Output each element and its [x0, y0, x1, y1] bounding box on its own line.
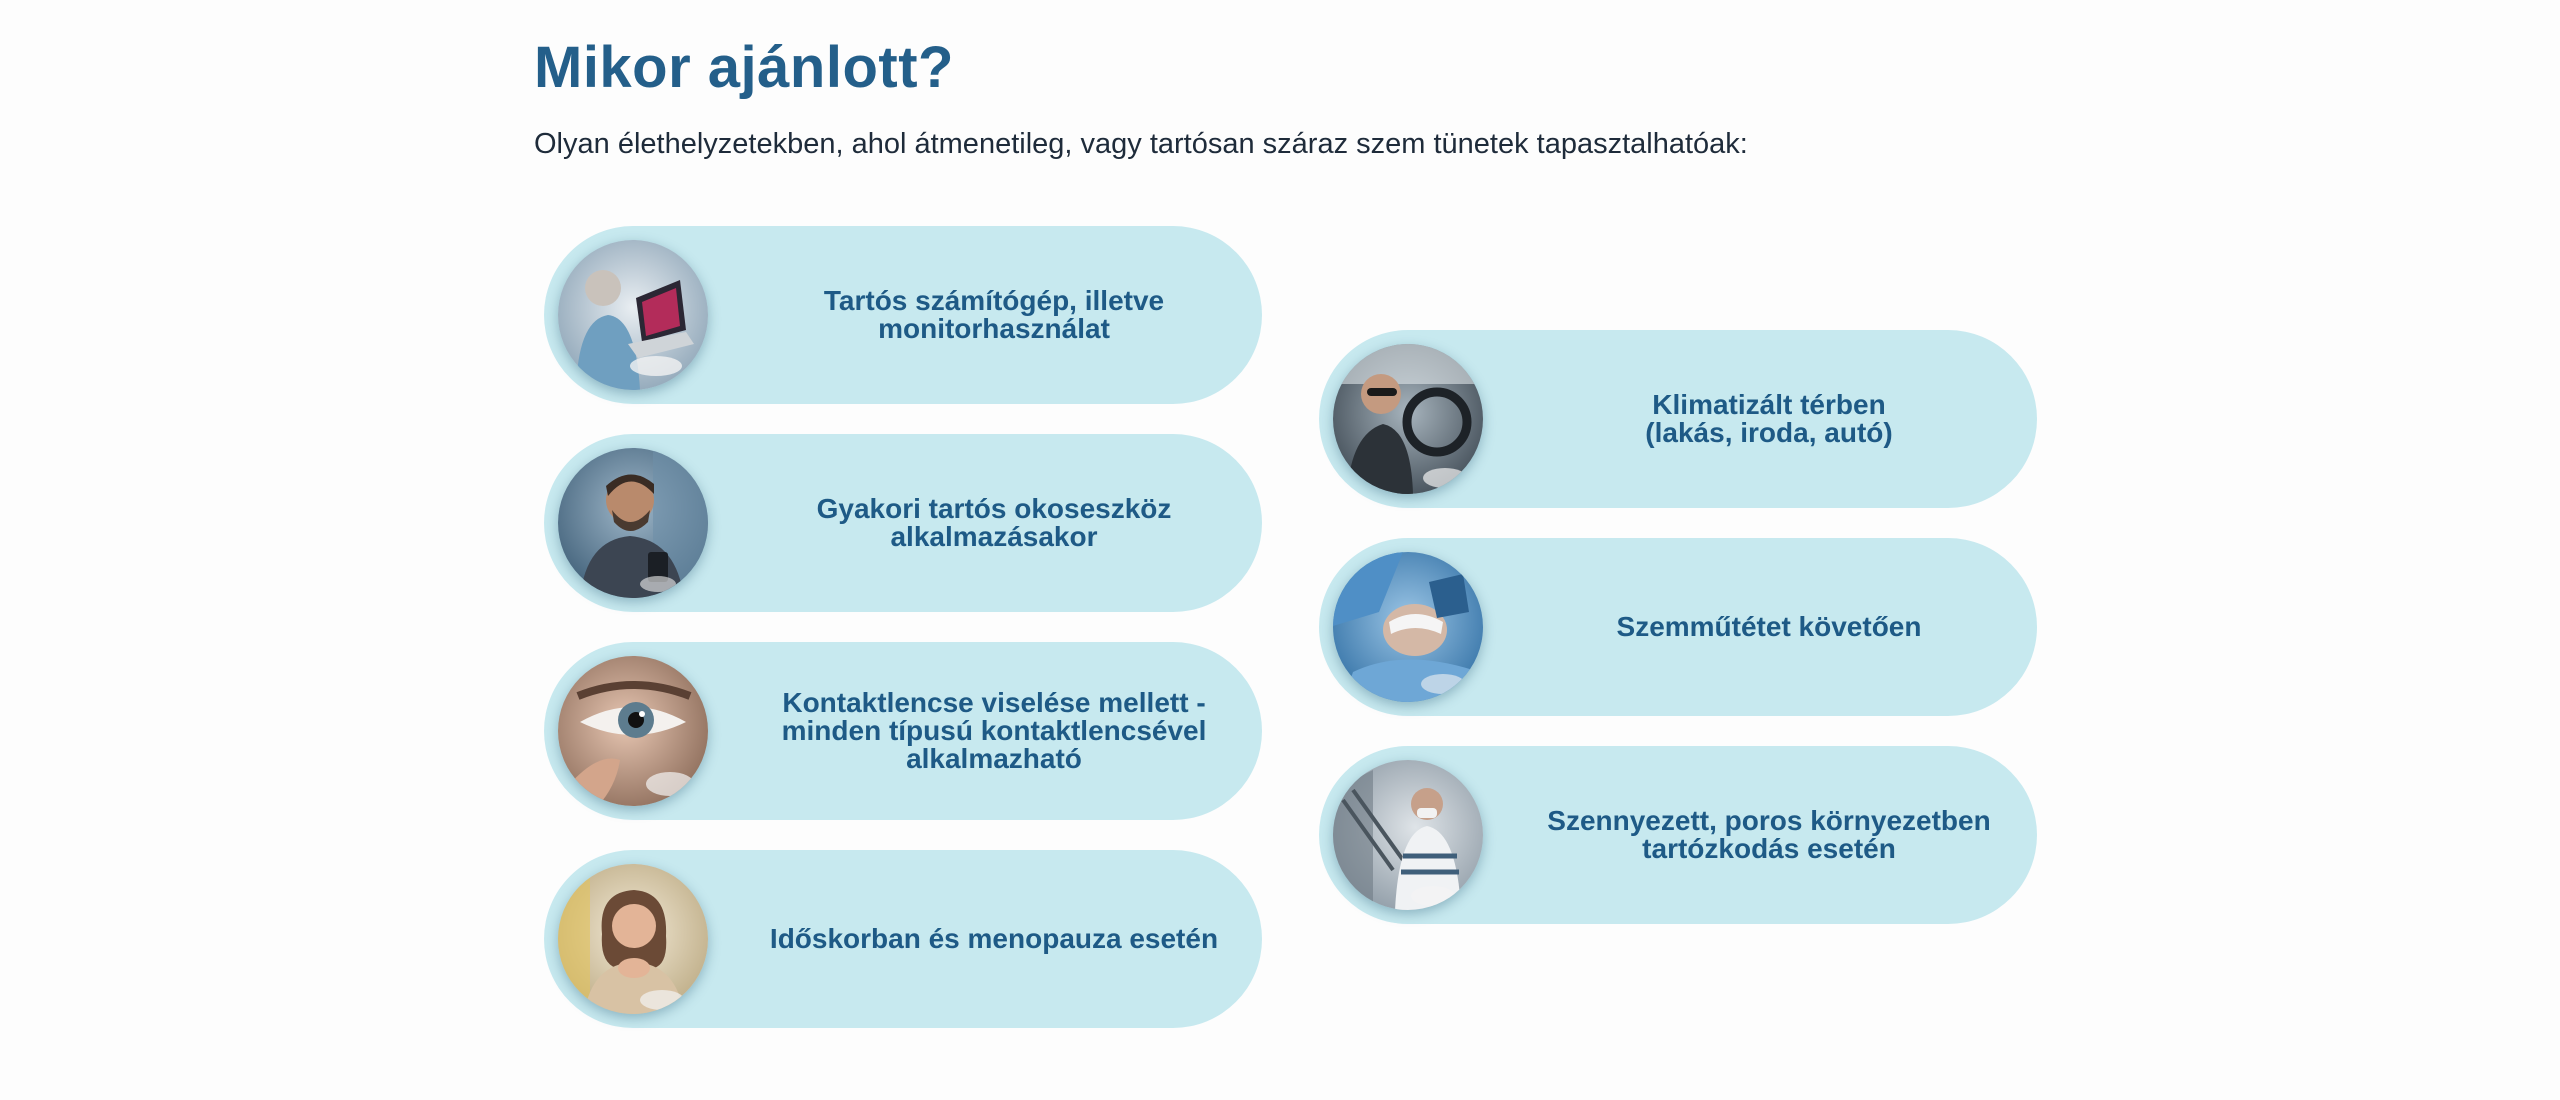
situation-label: Tartós számítógép, illetve monitorhasználat — [823, 285, 1165, 344]
eye-surgery-photo-icon — [1333, 552, 1483, 702]
situation-card-dusty-environment — [1319, 746, 2037, 924]
situation-label: Kontaktlencse viselése mellett - minden típusú kontaktlencsével alkalmazható — [781, 687, 1207, 774]
car-driver-photo-icon — [1333, 344, 1483, 494]
smartphone-user-photo-icon — [558, 448, 708, 598]
situation-label: Klimatizált térben (lakás, iroda, autó) — [1645, 389, 1893, 448]
situation-label: Időskorban és menopauza esetén — [769, 923, 1219, 954]
situation-label: Szennyezett, poros környezetben tartózkodás esetén — [1547, 805, 1991, 864]
situation-card-computer — [544, 226, 1262, 404]
section-subtitle: Olyan élethelyzetekben, ahol átmenetileg, vagy tartósan száraz szem tünetek tapasztalhatóak: — [534, 128, 1748, 160]
dusty-environment-worker-photo-icon — [1333, 760, 1483, 910]
situation-card-smartphone — [544, 434, 1262, 612]
situation-label: Szemműtétet követően — [1616, 611, 1922, 642]
situation-card-air-conditioned — [1319, 330, 2037, 508]
older-woman-photo-icon — [558, 864, 708, 1014]
situation-card-older-age — [544, 850, 1262, 1028]
situation-card-eye-surgery — [1319, 538, 2037, 716]
eye-contact-lens-photo-icon — [558, 656, 708, 806]
laptop-user-photo-icon — [558, 240, 708, 390]
situation-card-contact-lens — [544, 642, 1262, 820]
situation-label: Gyakori tartós okoseszköz alkalmazásakor — [816, 493, 1172, 552]
section-title: Mikor ajánlott? — [534, 35, 954, 100]
